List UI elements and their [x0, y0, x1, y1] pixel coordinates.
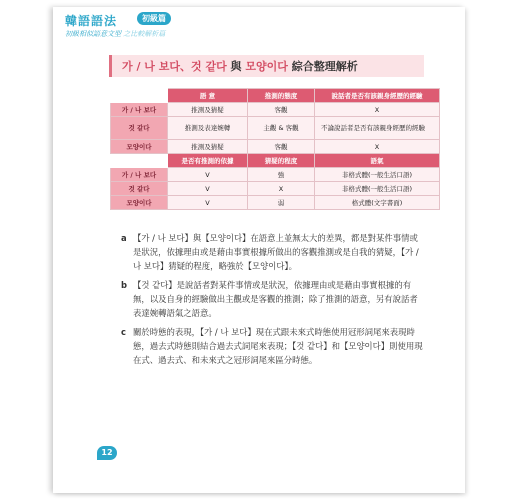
- header-subtitle: [65, 29, 165, 39]
- brand-title: 韓語語法: [65, 14, 118, 28]
- table-row: [111, 196, 440, 210]
- table-cell: 非格式體(一般生活口語): [315, 182, 440, 196]
- table-row: [111, 117, 440, 140]
- table-cell: 不論說話者是否有該親身經歷的經驗: [315, 117, 440, 140]
- title-korean-2: 모양이다: [245, 60, 288, 73]
- comparison-table: [110, 88, 440, 210]
- section-title: [122, 58, 358, 74]
- paragraph-c: [121, 325, 426, 367]
- header-cell: 語氣: [315, 154, 440, 168]
- table-row: [111, 103, 440, 117]
- page-header: [53, 7, 465, 45]
- table-row: [111, 168, 440, 182]
- paragraph-b: [121, 278, 426, 320]
- table-header-row: [111, 89, 440, 103]
- section-title-bar: [109, 55, 424, 77]
- table-cell: 強: [248, 168, 315, 182]
- table-cell: 非格式體(一般生活口語): [315, 168, 440, 182]
- paragraph-a: [121, 231, 426, 273]
- row-label: 것 같다: [111, 182, 168, 196]
- table-cell: 推測及猜疑: [168, 103, 248, 117]
- table-row: [111, 140, 440, 154]
- header-blank: [111, 89, 168, 103]
- table-cell: V: [168, 182, 248, 196]
- table-cell: 格式體(文字書面): [315, 196, 440, 210]
- table-cell: 推測及猜疑: [168, 140, 248, 154]
- table-cell: V: [168, 196, 248, 210]
- paragraph-text: 關於時態的表現，【가 / 나 보다】現在式跟未來式時態使用冠形詞尾來表現時態，過去式時態則結合過去式詞尾來表現；【것 같다】和【모양이다】則使用現在式、過去式、和未來式之冠形詞尾來區分時態。: [133, 327, 423, 365]
- row-label: 모양이다: [111, 196, 168, 210]
- header-blank: [111, 154, 168, 168]
- table-cell: 弱: [248, 196, 315, 210]
- book-page: [53, 7, 465, 493]
- level-badge: 初級篇: [137, 12, 171, 25]
- table-cell: 客觀: [248, 140, 315, 154]
- paragraph-marker: c: [121, 327, 126, 337]
- explanation-paragraphs: [121, 231, 426, 372]
- header-cell: 猜疑的程度: [248, 154, 315, 168]
- table-cell: X: [248, 182, 315, 196]
- paragraph-marker: a: [121, 233, 127, 243]
- title-rest: 綜合整理解析: [287, 60, 358, 73]
- row-label: 것 같다: [111, 117, 168, 140]
- subtitle-tail: 之比較解析篇: [123, 30, 166, 38]
- table-cell: 主觀 & 客觀: [248, 117, 315, 140]
- page-number: 12: [97, 446, 117, 460]
- table-cell: V: [168, 168, 248, 182]
- title-connector: 與: [226, 60, 246, 73]
- table-cell: 推測及表達婉轉: [168, 117, 248, 140]
- header-cell: 是否有推測的依據: [168, 154, 248, 168]
- paragraph-text: 【것 같다】是說話者對某件事情或是狀況，依據理由或是藉由事實根據的有無，以及自身的經驗做出主觀或是客觀的推測；除了推測的語意，另有說話者表達婉轉語氣之語意。: [133, 280, 418, 318]
- row-label: 가 / 나 보다: [111, 103, 168, 117]
- table-header-row-2: [111, 154, 440, 168]
- subtitle-main: 初級相似語意文型: [65, 30, 121, 38]
- table-row: [111, 182, 440, 196]
- table-cell: 客觀: [248, 103, 315, 117]
- paragraph-marker: b: [121, 280, 127, 290]
- paragraph-text: 【가 / 나 보다】與【모양이다】在語意上並無太大的差異，都是對某件事情或是狀況，依據理由或是藉由事實根據所做出的客觀推測或是自我的猜疑，【가 / 나 보다】猜疑的程度，略強於【모양이다】。: [133, 233, 419, 271]
- table-cell: X: [315, 140, 440, 154]
- header-cell: 說話者是否有該親身經歷的經驗: [315, 89, 440, 103]
- row-label: 모양이다: [111, 140, 168, 154]
- table-cell: X: [315, 103, 440, 117]
- header-cell: 推測的態度: [248, 89, 315, 103]
- header-cell: 語 意: [168, 89, 248, 103]
- row-label: 가 / 나 보다: [111, 168, 168, 182]
- title-korean: 가 / 나 보다、것 같다: [122, 60, 227, 73]
